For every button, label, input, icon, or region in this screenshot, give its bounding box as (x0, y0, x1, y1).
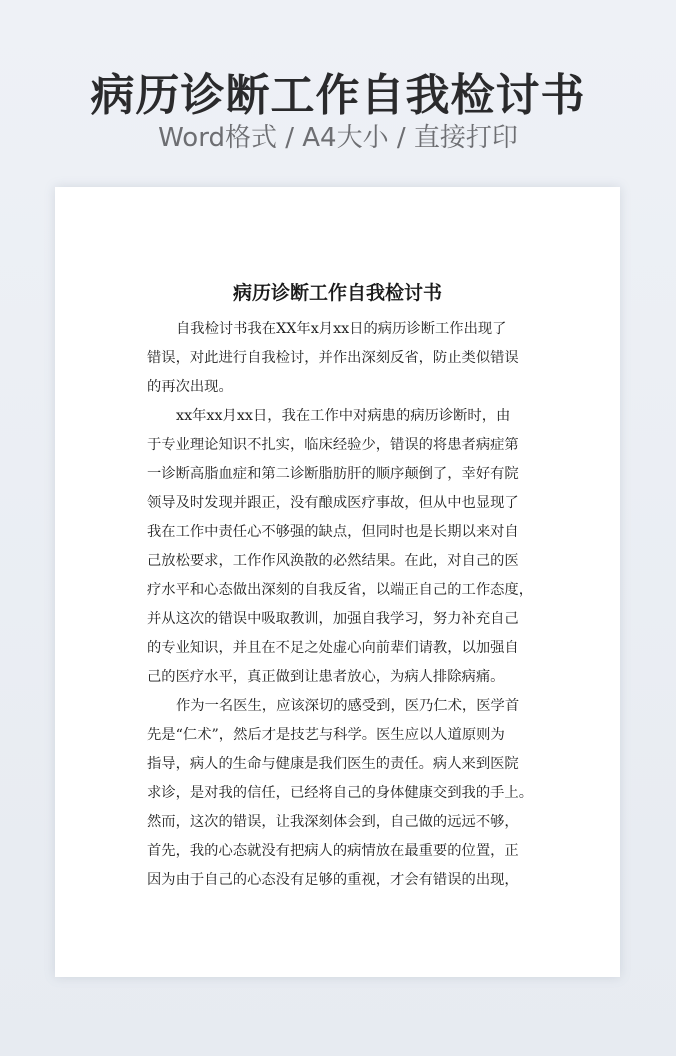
document-body (147, 315, 537, 895)
document-text-line: 的再次出现。 (147, 379, 233, 395)
document-text-line: 于专业理论知识不扎实，临床经验少，错误的将患者病症第 (147, 437, 519, 453)
document-text-line: 我在工作中责任心不够强的缺点，但同时也是长期以来对自 (147, 524, 519, 540)
document-text-line: 错误，对此进行自我检讨，并作出深刻反省，防止类似错误 (147, 350, 519, 366)
document-text-line: 一诊断高脂血症和第二诊断脂肪肝的顺序颠倒了，幸好有院 (147, 466, 519, 482)
document-text-line: 的专业知识，并且在不足之处虚心向前辈们请教，以加强自 (147, 640, 519, 656)
document-text-line: 首先，我的心态就没有把病人的病情放在最重要的位置，正 (147, 843, 519, 859)
document-text-line: xx年xx月xx日，我在工作中对病患的病历诊断时，由 (176, 408, 511, 424)
document-text-line: 求诊，是对我的信任，已经将自己的身体健康交到我的手上。 (147, 785, 534, 801)
document-title: 病历诊断工作自我检讨书 (232, 282, 442, 304)
document-text-line: 并从这次的错误中吸取教训，加强自我学习，努力补充自己 (147, 611, 519, 627)
document-text-line: 作为一名医生，应该深切的感受到，医乃仁术，医学首 (176, 698, 520, 714)
document-text-line: 领导及时发现并跟正，没有酿成医疗事故，但从中也显现了 (147, 495, 519, 511)
document-page-preview (55, 187, 620, 977)
banner-title: 病历诊断工作自我检讨书 (90, 70, 586, 121)
document-text-line: 己放松要求，工作作风涣散的必然结果。在此，对自己的医 (147, 553, 519, 569)
document-text-line: 自我检讨书我在XX年x月xx日的病历诊断工作出现了 (176, 321, 507, 337)
document-text-line: 先是“仁术”，然后才是技艺与科学。医生应以人道原则为 (147, 727, 505, 743)
document-text-line: 指导，病人的生命与健康是我们医生的责任。病人来到医院 (147, 756, 519, 772)
document-text-line: 疗水平和心态做出深刻的自我反省，以端正自己的工作态度， (147, 582, 534, 598)
document-text-line: 然而，这次的错误，让我深刻体会到，自己做的远远不够， (147, 814, 519, 830)
document-text-line: 己的医疗水平，真正做到让患者放心，为病人排除病痛。 (147, 669, 505, 685)
document-text-line: 因为由于自己的心态没有足够的重视，才会有错误的出现， (147, 872, 519, 888)
banner-subtitle: Word格式 / A4大小 / 直接打印 (158, 123, 518, 153)
